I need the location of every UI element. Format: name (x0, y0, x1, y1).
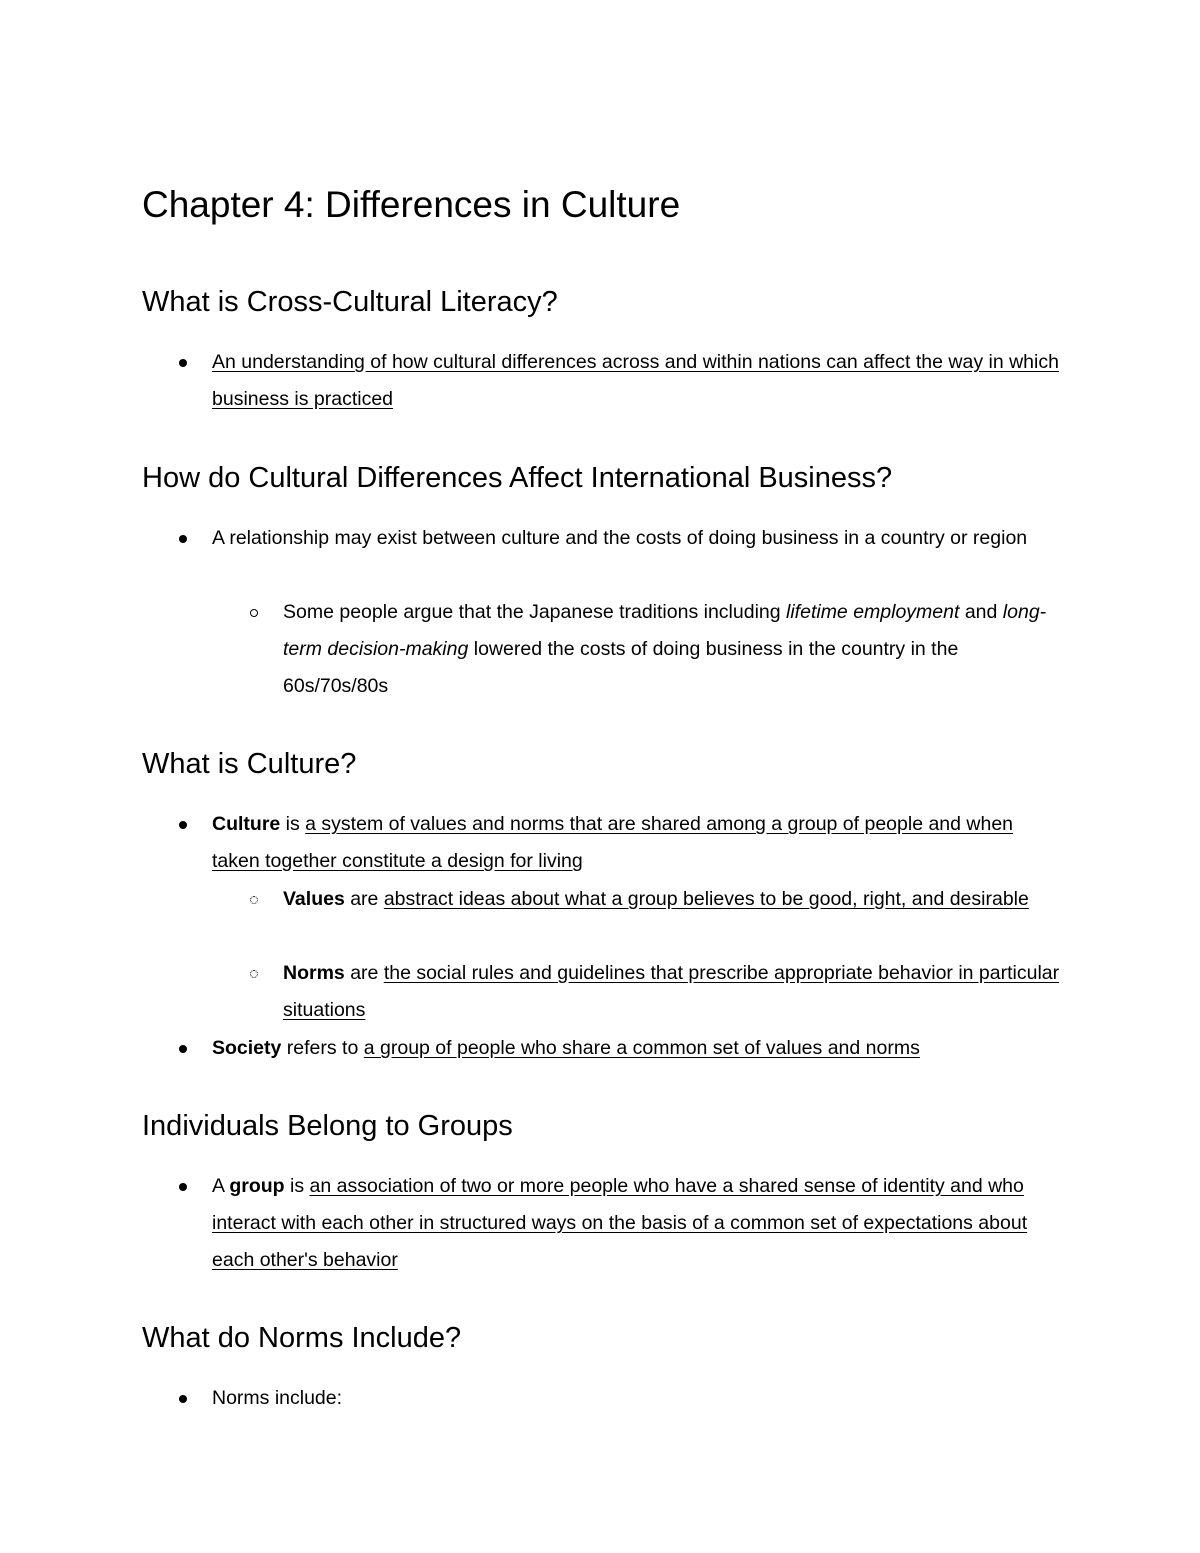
connector: is (280, 813, 306, 835)
list-item (212, 806, 1062, 880)
section-heading-cross-cultural-literacy: What is Cross-Cultural Literacy? (142, 286, 558, 318)
term: Values (283, 888, 345, 910)
connector: is (284, 1175, 310, 1197)
text-part: and (959, 601, 1003, 623)
list-item-text: A relationship may exist between culture and the costs of doing business in a country or region (212, 527, 1028, 549)
list-item (212, 344, 1062, 418)
connector: are (344, 962, 384, 984)
list-item (212, 1380, 1062, 1417)
list-item (212, 1168, 1062, 1279)
bullet-icon (179, 535, 187, 543)
dotted-bullet-icon (250, 970, 258, 978)
page-title: Chapter 4: Differences in Culture (142, 184, 681, 225)
section-heading-norms-include: What do Norms Include? (142, 1322, 462, 1354)
sub-list-item (283, 594, 1062, 705)
definition-text: abstract ideas about what a group believes to be good, right, and desirable (383, 888, 1029, 910)
text-part: Some people argue that the Japanese traditions including (283, 601, 787, 623)
term: Norms (283, 962, 345, 984)
section-heading-cultural-differences: How do Cultural Differences Affect International Business? (142, 462, 893, 494)
hollow-bullet-icon (250, 609, 258, 617)
sub-list-item (283, 955, 1062, 1029)
bullet-icon (179, 1183, 187, 1191)
connector: refers to (281, 1037, 364, 1059)
connector: are (344, 888, 384, 910)
term: group (229, 1175, 285, 1197)
list-item (212, 1030, 1062, 1067)
italic-term: lifetime employment (786, 601, 960, 623)
bullet-icon (179, 821, 187, 829)
bullet-icon (179, 1395, 187, 1403)
list-item (212, 520, 1062, 557)
definition-text: the social rules and guidelines that prescribe appropriate behavior in particular situations (283, 962, 1060, 1021)
prefix: A (212, 1175, 230, 1197)
bullet-icon (179, 359, 187, 367)
section-heading-what-is-culture: What is Culture? (142, 748, 357, 780)
text-part: lowered the costs of doing business in the country in the 60s/70s/80s (283, 638, 959, 697)
section-heading-individuals-groups: Individuals Belong to Groups (142, 1110, 513, 1142)
italic-term: long-term decision-making (283, 601, 1047, 660)
term: Culture (212, 813, 281, 835)
list-item-text: Norms include: (212, 1387, 343, 1409)
dotted-bullet-icon (250, 896, 258, 904)
definition-text: an association of two or more people who have a shared sense of identity and who interact with each other in structured ways on the basis of a common set of expectations about each other's behavior (212, 1175, 1028, 1271)
definition-text: a system of values and norms that are shared among a group of people and when taken together constitute a design for living (212, 813, 1014, 872)
definition-text: An understanding of how cultural differences across and within nations can affect the way in which business is practiced (212, 351, 1059, 410)
definition-text: a group of people who share a common set of values and norms (363, 1037, 920, 1059)
sub-list-item (283, 881, 1062, 918)
bullet-icon (179, 1045, 187, 1053)
term: Society (212, 1037, 282, 1059)
